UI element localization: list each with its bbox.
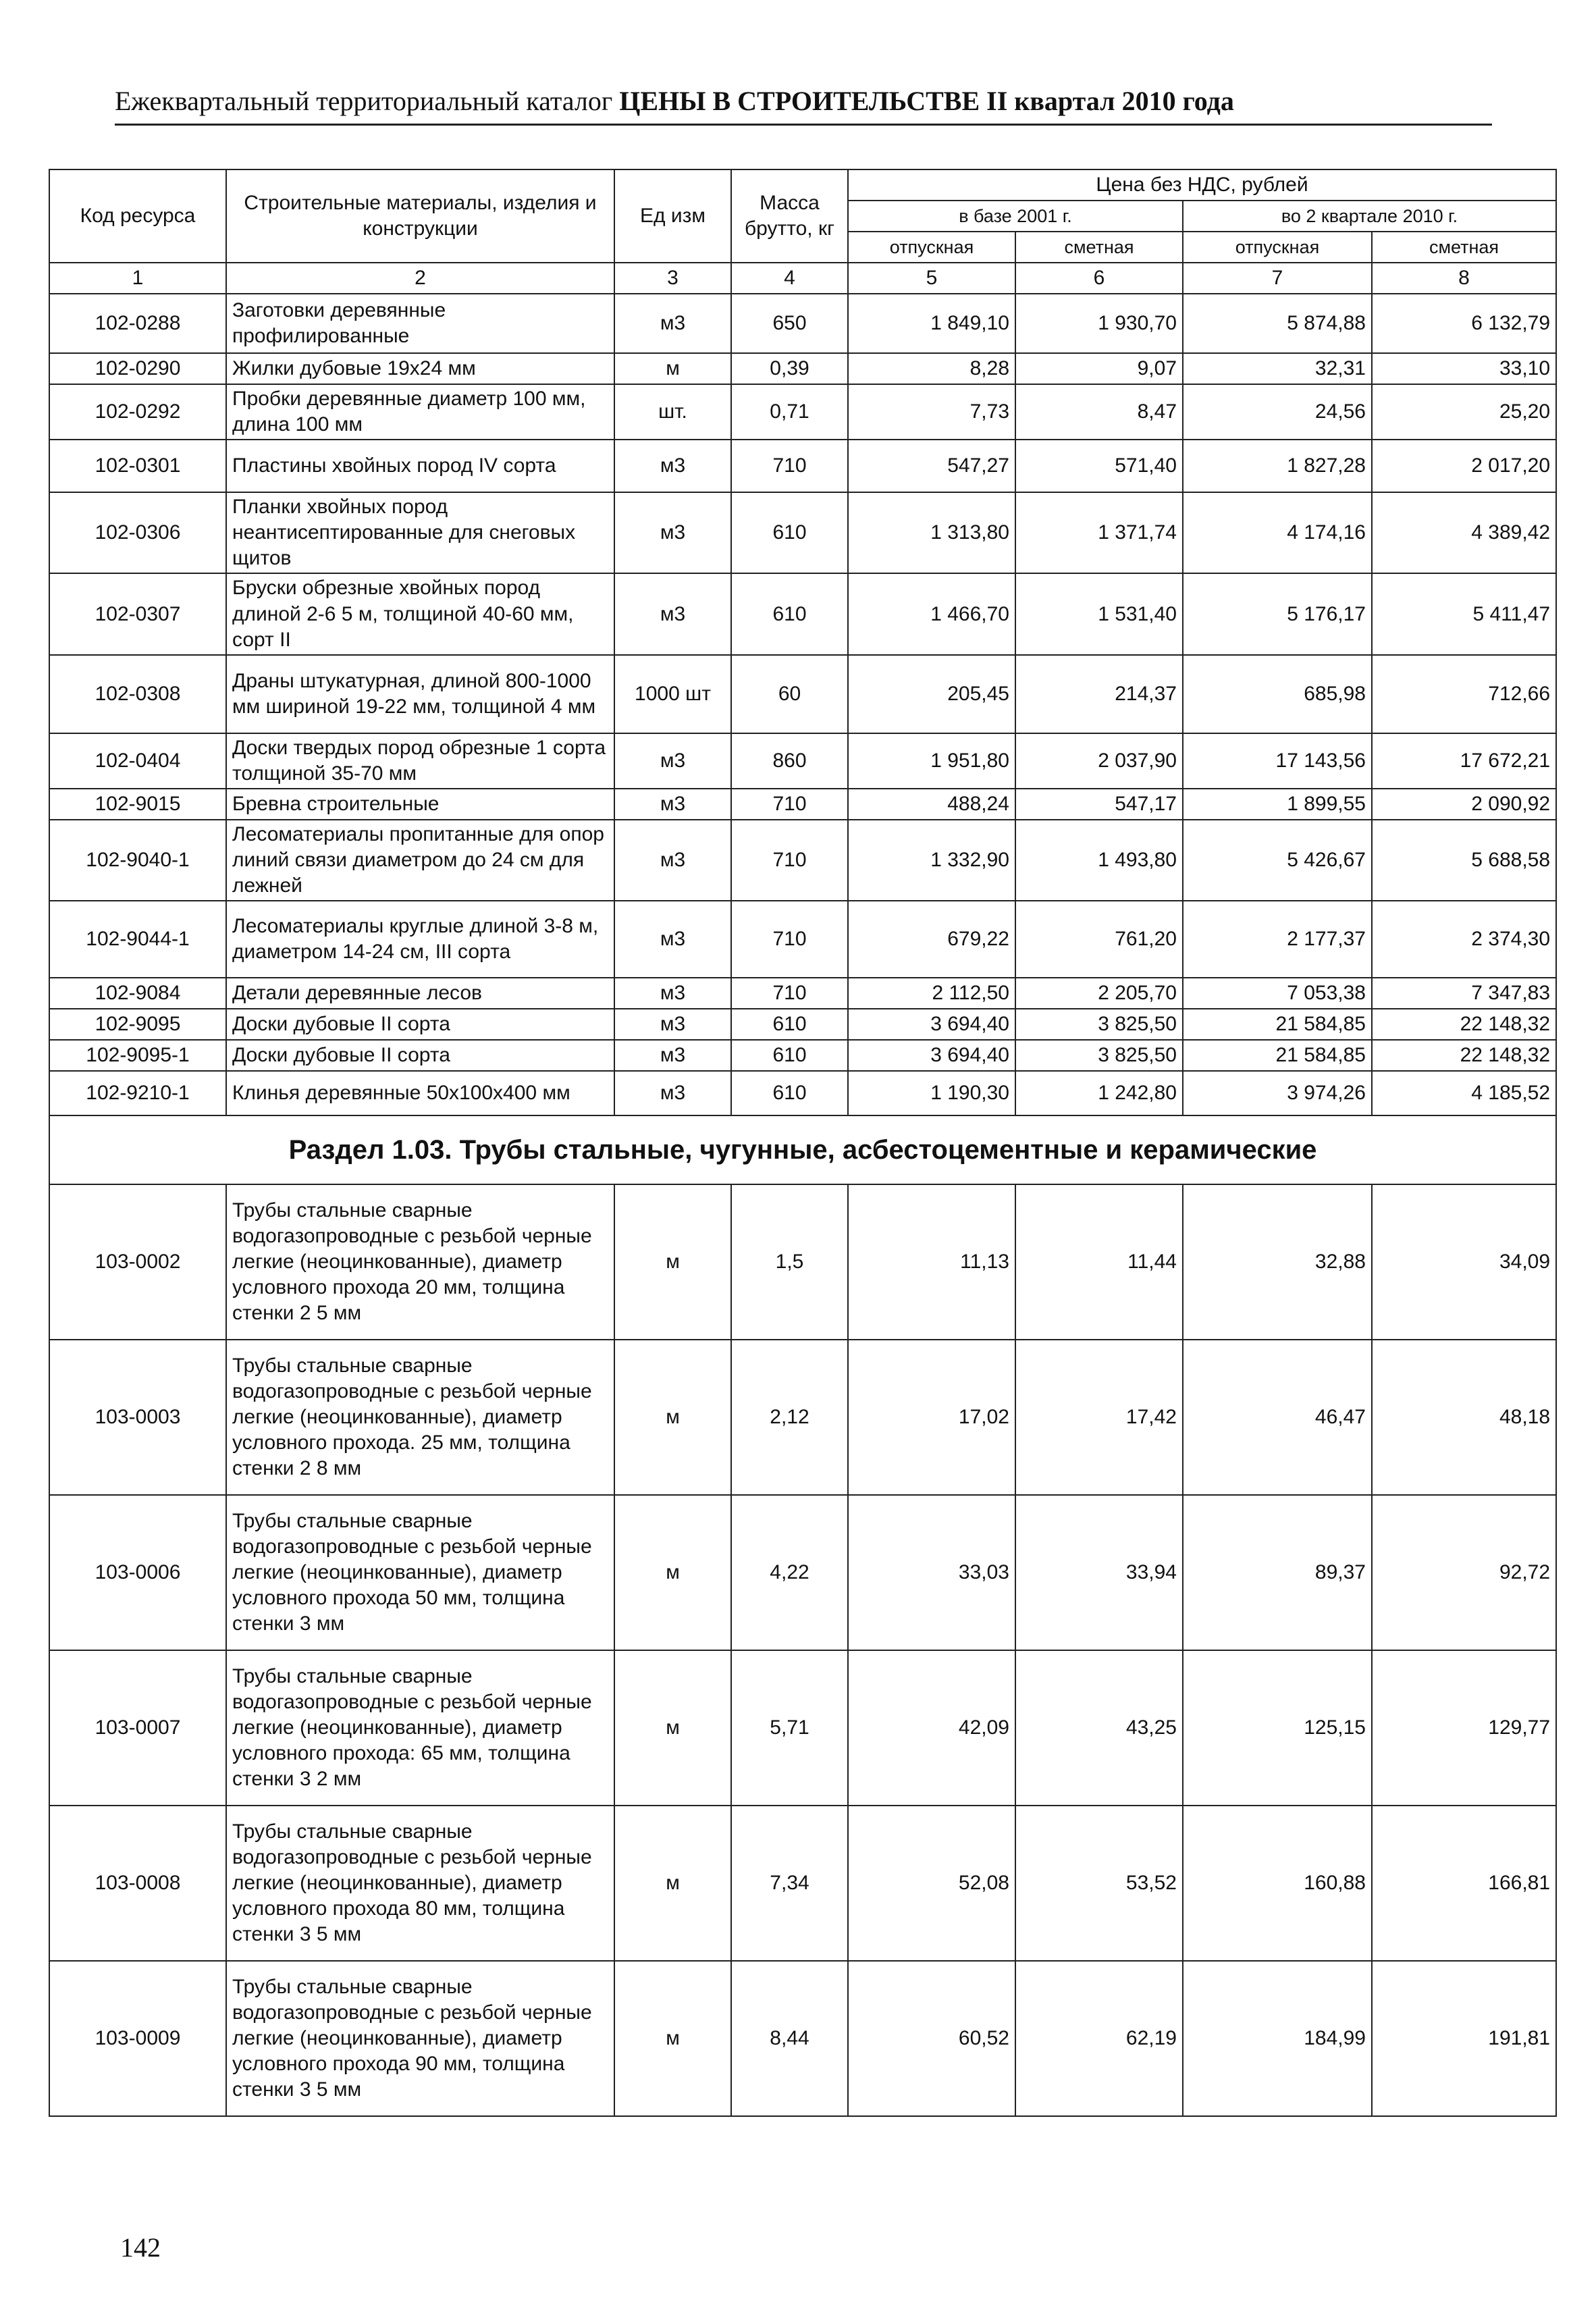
cell-mass: 860 (731, 733, 848, 789)
cell-release-2010: 21 584,85 (1183, 1009, 1372, 1040)
cell-mass: 0,39 (731, 353, 848, 384)
cell-unit: м3 (614, 440, 731, 492)
cell-estimate-2001: 2 205,70 (1015, 978, 1183, 1009)
cell-release-2001: 17,02 (848, 1340, 1015, 1495)
cell-mass: 710 (731, 440, 848, 492)
cell-unit: шт. (614, 384, 731, 440)
cell-release-2001: 1 466,70 (848, 573, 1015, 654)
cell-unit: м3 (614, 978, 731, 1009)
cell-estimate-2010: 2 090,92 (1372, 789, 1556, 820)
cell-release-2001: 1 332,90 (848, 820, 1015, 901)
header-unit: Ед изм (614, 169, 731, 263)
cell-code: 102-9095 (49, 1009, 226, 1040)
cell-release-2010: 1 899,55 (1183, 789, 1372, 820)
table-row (49, 1340, 1556, 1495)
cell-mass: 8,44 (731, 1961, 848, 2116)
cell-release-2001: 42,09 (848, 1650, 1015, 1806)
cell-mass: 610 (731, 1040, 848, 1071)
cell-estimate-2010: 4 389,42 (1372, 492, 1556, 573)
cell-release-2010: 1 827,28 (1183, 440, 1372, 492)
cell-name: Трубы стальные сварные водогазопроводные с резьбой черные легкие (неоцинкованные), диаметр условного прохода. 25 мм, толщина стенки 2 8 мм (226, 1340, 614, 1495)
section-header-row (49, 1115, 1556, 1184)
cell-release-2010: 32,88 (1183, 1184, 1372, 1340)
cell-name: Доски дубовые II сорта (226, 1009, 614, 1040)
cell-code: 102-9044-1 (49, 901, 226, 978)
cell-name: Драны штукатурная, длиной 800-1000 мм шириной 19-22 мм, толщиной 4 мм (226, 655, 614, 733)
cell-mass: 1,5 (731, 1184, 848, 1340)
cell-code: 102-0307 (49, 573, 226, 654)
cell-code: 103-0002 (49, 1184, 226, 1340)
cell-code: 102-0306 (49, 492, 226, 573)
cell-name: Лесоматериалы круглые длиной 3-8 м, диаметром 14-24 см, III сорта (226, 901, 614, 978)
cell-code: 102-9015 (49, 789, 226, 820)
cell-code: 103-0007 (49, 1650, 226, 1806)
cell-estimate-2010: 6 132,79 (1372, 294, 1556, 353)
header-estimate-current: сметная (1372, 232, 1556, 263)
cell-release-2001: 11,13 (848, 1184, 1015, 1340)
cell-estimate-2001: 2 037,90 (1015, 733, 1183, 789)
cell-estimate-2010: 34,09 (1372, 1184, 1556, 1340)
cell-estimate-2001: 1 531,40 (1015, 573, 1183, 654)
cell-unit: 1000 шт (614, 655, 731, 733)
cell-code: 103-0008 (49, 1806, 226, 1961)
cell-release-2010: 2 177,37 (1183, 901, 1372, 978)
cell-release-2010: 160,88 (1183, 1806, 1372, 1961)
cell-name: Пробки деревянные диаметр 100 мм, длина 100 мм (226, 384, 614, 440)
cell-mass: 7,34 (731, 1806, 848, 1961)
cell-name: Бруски обрезные хвойных пород длиной 2-6 5 м, толщиной 40-60 мм, сорт II (226, 573, 614, 654)
cell-code: 102-9040-1 (49, 820, 226, 901)
cell-name: Доски дубовые II сорта (226, 1040, 614, 1071)
header-base-2001: в базе 2001 г. (848, 201, 1183, 232)
cell-estimate-2010: 166,81 (1372, 1806, 1556, 1961)
section-103-rows (49, 1184, 1556, 2116)
table-row (49, 1184, 1556, 1340)
cell-unit: м3 (614, 733, 731, 789)
header-code: Код ресурса (49, 169, 226, 263)
cell-release-2010: 5 874,88 (1183, 294, 1372, 353)
table-row (49, 655, 1556, 733)
section-102-rows (49, 294, 1556, 1115)
cell-unit: м (614, 1961, 731, 2116)
cell-unit: м (614, 1806, 731, 1961)
column-number: 2 (226, 263, 614, 294)
table-row (49, 440, 1556, 492)
table-row (49, 1040, 1556, 1071)
cell-estimate-2010: 22 148,32 (1372, 1040, 1556, 1071)
cell-estimate-2010: 22 148,32 (1372, 1009, 1556, 1040)
table-row (49, 573, 1556, 654)
cell-estimate-2001: 571,40 (1015, 440, 1183, 492)
table-row (49, 978, 1556, 1009)
cell-code: 102-0308 (49, 655, 226, 733)
cell-mass: 2,12 (731, 1340, 848, 1495)
cell-release-2010: 685,98 (1183, 655, 1372, 733)
cell-release-2001: 1 849,10 (848, 294, 1015, 353)
price-table (49, 169, 1557, 2117)
cell-release-2001: 1 313,80 (848, 492, 1015, 573)
cell-estimate-2001: 214,37 (1015, 655, 1183, 733)
cell-name: Планки хвойных пород неантисептированные для снеговых щитов (226, 492, 614, 573)
table-row (49, 901, 1556, 978)
cell-mass: 710 (731, 901, 848, 978)
cell-estimate-2001: 43,25 (1015, 1650, 1183, 1806)
cell-unit: м3 (614, 789, 731, 820)
cell-release-2001: 679,22 (848, 901, 1015, 978)
cell-estimate-2010: 7 347,83 (1372, 978, 1556, 1009)
cell-mass: 610 (731, 1009, 848, 1040)
cell-estimate-2010: 191,81 (1372, 1961, 1556, 2116)
cell-release-2010: 32,31 (1183, 353, 1372, 384)
cell-release-2001: 8,28 (848, 353, 1015, 384)
cell-estimate-2001: 1 930,70 (1015, 294, 1183, 353)
cell-code: 102-0292 (49, 384, 226, 440)
table-row (49, 1071, 1556, 1115)
cell-name: Трубы стальные сварные водогазопроводные с резьбой черные легкие (неоцинкованные), диаметр условного прохода 90 мм, толщина стенки 3 5 мм (226, 1961, 614, 2116)
cell-estimate-2001: 1 493,80 (1015, 820, 1183, 901)
header-estimate-base: сметная (1015, 232, 1183, 263)
cell-unit: м (614, 353, 731, 384)
cell-name: Детали деревянные лесов (226, 978, 614, 1009)
table-row (49, 789, 1556, 820)
table-row (49, 1806, 1556, 1961)
cell-code: 103-0009 (49, 1961, 226, 2116)
column-number: 1 (49, 263, 226, 294)
cell-unit: м3 (614, 1071, 731, 1115)
cell-release-2010: 125,15 (1183, 1650, 1372, 1806)
table-row (49, 384, 1556, 440)
cell-unit: м3 (614, 294, 731, 353)
running-header (115, 85, 1492, 126)
column-number: 4 (731, 263, 848, 294)
cell-name: Жилки дубовые 19х24 мм (226, 353, 614, 384)
cell-estimate-2010: 712,66 (1372, 655, 1556, 733)
cell-estimate-2001: 761,20 (1015, 901, 1183, 978)
cell-estimate-2010: 33,10 (1372, 353, 1556, 384)
table-row (49, 353, 1556, 384)
header-prefix: Ежеквартальный территориальный каталог (115, 86, 613, 116)
table-row (49, 1009, 1556, 1040)
cell-release-2010: 5 176,17 (1183, 573, 1372, 654)
header-period: II квартал 2010 года (986, 86, 1234, 116)
cell-release-2001: 3 694,40 (848, 1009, 1015, 1040)
header-release-base: отпускная (848, 232, 1015, 263)
cell-estimate-2001: 1 371,74 (1015, 492, 1183, 573)
cell-estimate-2010: 129,77 (1372, 1650, 1556, 1806)
cell-unit: м3 (614, 820, 731, 901)
table-row (49, 733, 1556, 789)
cell-name: Трубы стальные сварные водогазопроводные с резьбой черные легкие (неоцинкованные), диаметр условного прохода 80 мм, толщина стенки 3 5 мм (226, 1806, 614, 1961)
cell-release-2010: 21 584,85 (1183, 1040, 1372, 1071)
cell-estimate-2001: 17,42 (1015, 1340, 1183, 1495)
cell-release-2001: 547,27 (848, 440, 1015, 492)
cell-unit: м3 (614, 573, 731, 654)
cell-release-2001: 7,73 (848, 384, 1015, 440)
cell-mass: 710 (731, 789, 848, 820)
cell-unit: м3 (614, 1009, 731, 1040)
cell-code: 102-0404 (49, 733, 226, 789)
cell-estimate-2001: 3 825,50 (1015, 1009, 1183, 1040)
cell-release-2010: 4 174,16 (1183, 492, 1372, 573)
section-title: Раздел 1.03. Трубы стальные, чугунные, асбестоцементные и керамические (49, 1115, 1556, 1184)
cell-estimate-2001: 11,44 (1015, 1184, 1183, 1340)
cell-estimate-2001: 53,52 (1015, 1806, 1183, 1961)
cell-release-2010: 46,47 (1183, 1340, 1372, 1495)
cell-release-2001: 1 190,30 (848, 1071, 1015, 1115)
cell-release-2010: 3 974,26 (1183, 1071, 1372, 1115)
cell-mass: 0,71 (731, 384, 848, 440)
table-row (49, 1961, 1556, 2116)
cell-name: Клинья деревянные 50х100х400 мм (226, 1071, 614, 1115)
cell-release-2001: 2 112,50 (848, 978, 1015, 1009)
cell-estimate-2010: 2 017,20 (1372, 440, 1556, 492)
header-mass: Масса брутто, кг (731, 169, 848, 263)
cell-estimate-2010: 48,18 (1372, 1340, 1556, 1495)
cell-unit: м (614, 1184, 731, 1340)
cell-mass: 5,71 (731, 1650, 848, 1806)
cell-mass: 710 (731, 820, 848, 901)
cell-code: 103-0006 (49, 1495, 226, 1650)
cell-mass: 610 (731, 492, 848, 573)
cell-estimate-2001: 8,47 (1015, 384, 1183, 440)
header-title: ЦЕНЫ В СТРОИТЕЛЬСТВЕ (619, 86, 980, 116)
cell-mass: 60 (731, 655, 848, 733)
cell-unit: м3 (614, 492, 731, 573)
table-row (49, 1495, 1556, 1650)
cell-code: 102-0288 (49, 294, 226, 353)
cell-name: Трубы стальные сварные водогазопроводные с резьбой черные легкие (неоцинкованные), диаметр условного прохода 50 мм, толщина стенки 3 мм (226, 1495, 614, 1650)
cell-release-2010: 89,37 (1183, 1495, 1372, 1650)
cell-release-2010: 5 426,67 (1183, 820, 1372, 901)
cell-release-2001: 52,08 (848, 1806, 1015, 1961)
cell-estimate-2001: 9,07 (1015, 353, 1183, 384)
cell-unit: м (614, 1340, 731, 1495)
cell-release-2010: 24,56 (1183, 384, 1372, 440)
cell-name: Доски твердых пород обрезные 1 сорта толщиной 35-70 мм (226, 733, 614, 789)
column-number: 6 (1015, 263, 1183, 294)
cell-estimate-2001: 547,17 (1015, 789, 1183, 820)
cell-estimate-2010: 5 688,58 (1372, 820, 1556, 901)
cell-code: 102-0301 (49, 440, 226, 492)
cell-code: 102-0290 (49, 353, 226, 384)
cell-release-2010: 184,99 (1183, 1961, 1372, 2116)
cell-unit: м (614, 1650, 731, 1806)
cell-release-2001: 3 694,40 (848, 1040, 1015, 1071)
cell-name: Лесоматериалы пропитанные для опор линий связи диаметром до 24 см для лежней (226, 820, 614, 901)
cell-unit: м (614, 1495, 731, 1650)
header-name: Строительные материалы, изделия и конструкции (226, 169, 614, 263)
page-number: 142 (120, 2232, 161, 2263)
cell-mass: 4,22 (731, 1495, 848, 1650)
cell-unit: м3 (614, 901, 731, 978)
cell-estimate-2010: 2 374,30 (1372, 901, 1556, 978)
column-number: 3 (614, 263, 731, 294)
cell-estimate-2001: 33,94 (1015, 1495, 1183, 1650)
cell-release-2001: 60,52 (848, 1961, 1015, 2116)
cell-name: Трубы стальные сварные водогазопроводные с резьбой черные легкие (неоцинкованные), диаметр условного прохода: 65 мм, толщина стенки 3 2 мм (226, 1650, 614, 1806)
cell-name: Заготовки деревянные профилированные (226, 294, 614, 353)
cell-name: Пластины хвойных пород IV сорта (226, 440, 614, 492)
cell-estimate-2001: 62,19 (1015, 1961, 1183, 2116)
cell-name: Бревна строительные (226, 789, 614, 820)
column-number: 5 (848, 263, 1015, 294)
cell-code: 102-9095-1 (49, 1040, 226, 1071)
cell-release-2001: 205,45 (848, 655, 1015, 733)
cell-code: 102-9210-1 (49, 1071, 226, 1115)
table-row (49, 492, 1556, 573)
cell-release-2001: 1 951,80 (848, 733, 1015, 789)
header-release-current: отпускная (1183, 232, 1372, 263)
cell-code: 102-9084 (49, 978, 226, 1009)
cell-name: Трубы стальные сварные водогазопроводные с резьбой черные легкие (неоцинкованные), диаметр условного прохода 20 мм, толщина стенки 2 5 мм (226, 1184, 614, 1340)
cell-mass: 650 (731, 294, 848, 353)
cell-estimate-2010: 25,20 (1372, 384, 1556, 440)
cell-estimate-2010: 5 411,47 (1372, 573, 1556, 654)
cell-release-2001: 33,03 (848, 1495, 1015, 1650)
cell-estimate-2010: 92,72 (1372, 1495, 1556, 1650)
cell-estimate-2010: 4 185,52 (1372, 1071, 1556, 1115)
cell-mass: 610 (731, 1071, 848, 1115)
cell-release-2010: 17 143,56 (1183, 733, 1372, 789)
cell-mass: 610 (731, 573, 848, 654)
column-number: 7 (1183, 263, 1372, 294)
table-row (49, 820, 1556, 901)
cell-estimate-2001: 3 825,50 (1015, 1040, 1183, 1071)
column-number: 8 (1372, 263, 1556, 294)
header-q2-2010: во 2 квартале 2010 г. (1183, 201, 1556, 232)
cell-unit: м3 (614, 1040, 731, 1071)
cell-release-2010: 7 053,38 (1183, 978, 1372, 1009)
cell-estimate-2010: 17 672,21 (1372, 733, 1556, 789)
header-price: Цена без НДС, рублей (848, 169, 1556, 201)
cell-release-2001: 488,24 (848, 789, 1015, 820)
cell-mass: 710 (731, 978, 848, 1009)
table-row (49, 1650, 1556, 1806)
table-row (49, 294, 1556, 353)
cell-estimate-2001: 1 242,80 (1015, 1071, 1183, 1115)
cell-code: 103-0003 (49, 1340, 226, 1495)
